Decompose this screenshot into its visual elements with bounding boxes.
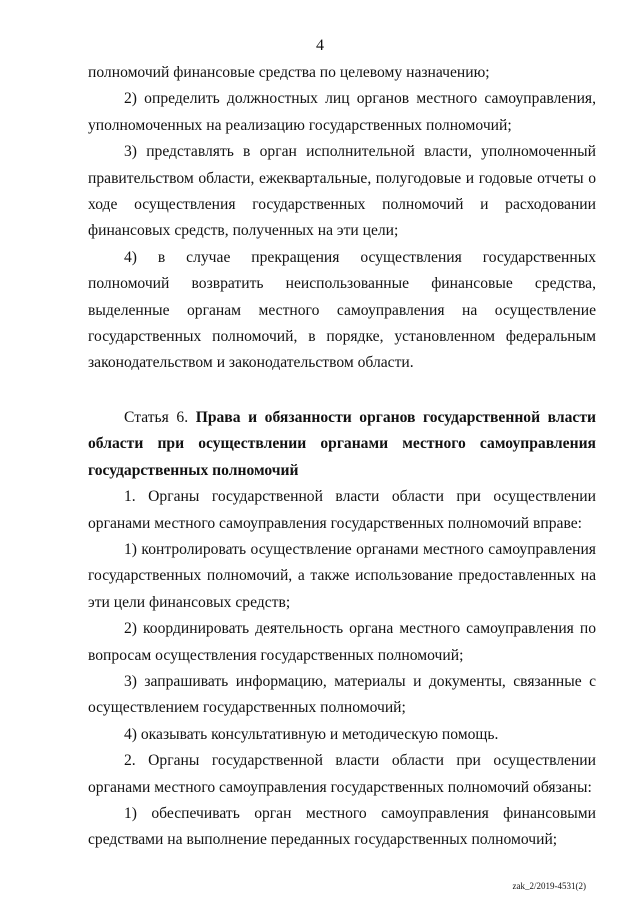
paragraph-right-1: 1) контролировать осуществление органами местного самоуправления государственных полномочий, а также использование предоставленных на эти цели финансовых средств;: [88, 540, 596, 611]
article-label: Статья 6.: [124, 408, 189, 426]
paragraph-continuation: полномочий финансовые средства по целевому назначению;: [88, 64, 490, 81]
paragraph-duty-1: 1) обеспечивать орган местного самоуправления финансовыми средствами на выполнение переданных государственных полномочий;: [88, 804, 596, 849]
article-title: Права и обязанности органов государственной власти области при осуществлении органами местного самоуправления государственных полномочий: [88, 408, 597, 479]
paragraph-right-3: 3) запрашивать информацию, материалы и документы, связанные с осуществлением государственных полномочий;: [88, 672, 596, 717]
paragraph-item-3: 3) представлять в орган исполнительной власти, уполномоченный правительством области, ежеквартальные, полугодовые и годовые отчеты о ходе осуществления государственных полномочий и расходовании финансовых средств, полученных на эти цели;: [88, 143, 596, 240]
article-heading: [88, 405, 596, 484]
page-number: 4: [316, 37, 324, 54]
paragraph-item-4: 4) в случае прекращения осуществления государственных полномочий возвратить неиспользованные финансовые средства, выделенные органам местного самоуправления на осуществление государственных полномочий, в порядке, установленном федеральным законодательством и законодательством области.: [88, 248, 596, 372]
paragraph-right-2: 2) координировать деятельность органа местного самоуправления по вопросам осуществления государственных полномочий;: [88, 620, 596, 664]
paragraph-clause-1: 1. Органы государственной власти области при осуществлении органами местного самоуправления государственных полномочий вправе:: [88, 488, 596, 532]
paragraph-right-4: 4) оказывать консультативную и методическую помощь.: [124, 725, 499, 743]
paragraph-clause-2: 2. Органы государственной власти области при осуществлении органами местного самоуправления государственных полномочий обязаны:: [88, 752, 596, 796]
document-body: [88, 60, 596, 854]
section-spacer: [88, 377, 596, 405]
document-code: zak_2/2019-4531(2): [512, 881, 586, 891]
paragraph-item-2: 2) определить должностных лиц органов местного самоуправления, уполномоченных на реализацию государственных полномочий;: [88, 90, 596, 134]
